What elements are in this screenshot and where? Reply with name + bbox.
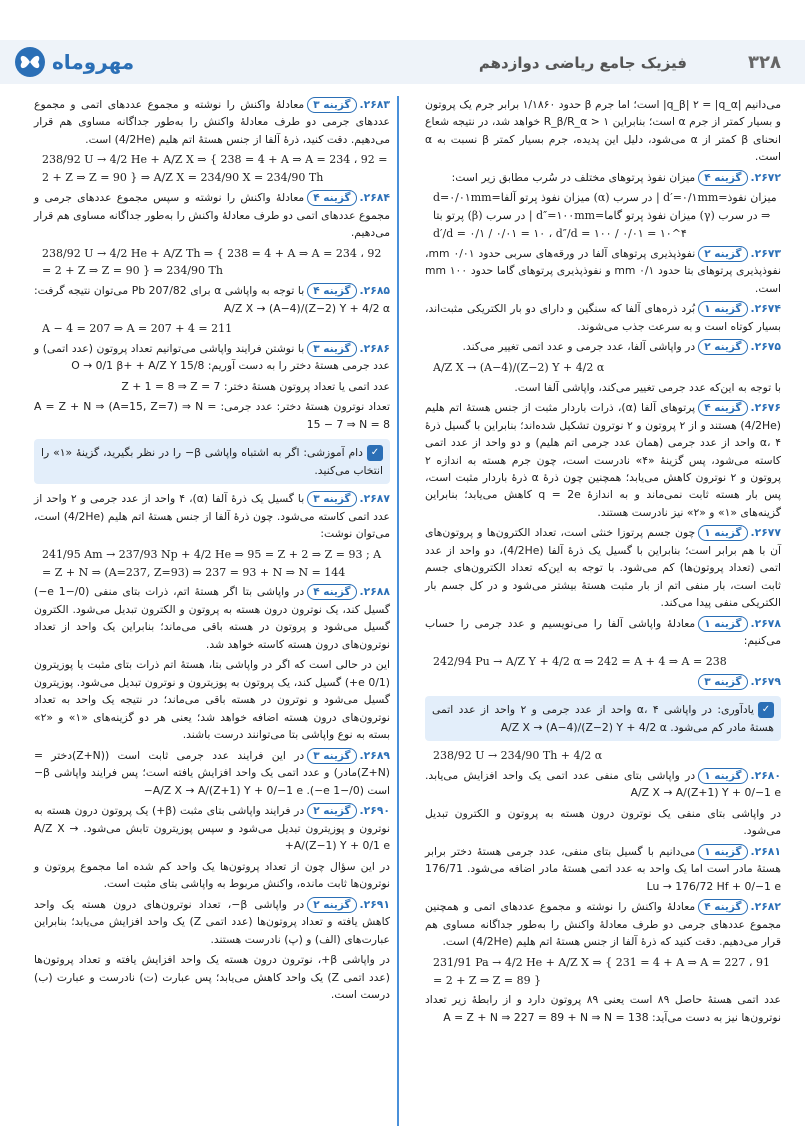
answer-option-badge: گزینه ۴ <box>307 283 356 299</box>
solution-paragraph <box>425 843 781 895</box>
left-column <box>34 96 390 1007</box>
equation <box>34 245 390 281</box>
solution-paragraph <box>425 300 781 335</box>
paragraph-text: در واپاشی بتا اگر هستهٔ اتم، ذرات بتای منفی (0/−1 e−) گسیل کند، یک نوترون درون هسته به پروتون و الکترون تبدیل می‌شود. الکترون گسیل می‌شود و پروتون در هسته باقی می‌ماند؛ بنابراین یک واحد از تعداد نوترون‌های درون هسته کاسته خواهد شد. <box>34 585 390 651</box>
note-icon: ✓ <box>758 702 774 718</box>
problem-number: ۲۶۸۱. <box>750 844 781 858</box>
paragraph-text: با توجه به واپاشی α برای 207/82 Pb می‌توان نتیجه گرفت: A/Z X → (A−4)/(Z−2) Y + 4/2 α <box>34 284 390 315</box>
paragraph-text: معادلهٔ واپاشی آلفا را می‌نویسیم و عدد جرمی را حساب می‌کنیم: <box>425 616 781 648</box>
paragraph-text: این در حالی است که اگر در واپاشی بتا، هستهٔ اتم ذرات بتای مثبت یا پوزیترون (0/1 e+) گسیل کند، یک پروتون به پوزیترون و نوترون تبدیل می‌شود. پوزیترون گسیل می‌شود و نوترون در هسته باقی می‌ماند؛ در نتیجه یک واحد به تعداد نوترون‌های درون هسته اضافه خواهد شد؛ یعنی هر دو گزینه‌های «۱» و «۲» بسته به نوع واپاشی بتا می‌توانند درست باشند. <box>34 658 391 742</box>
paragraph-text: در واپاشی بتای منفی عدد اتمی یک واحد افزایش می‌یابد. A/Z X → A/(Z+1) Y + 0/−1 e <box>425 768 781 800</box>
paragraph-text: d=۰/۰۱mm=میزان نفوذ پرتو آلفا (α) در سرب | d′=۰/۱mm=میزان نفوذ پرتو بتا (β) در سرب | d″=۱۰۰mm=میزان نفوذ پرتو گاما (γ) در سرب ⇒ d′/d = ۰/۱ / ۰/۰۱ = ۱۰ ، d″/d = ۱۰۰ / ۰/۰۱ = ۱۰^۴ <box>433 191 777 241</box>
paragraph-text: در واپاشی β−، تعداد نوترون‌های درون هسته یک واحد کاهش یافته و تعداد پروتون‌ها (عدد اتمی Z) یک واحد افزایش می‌یابد؛ بنابراین عبارت‌های (الف) و (پ) نادرست هستند. <box>34 897 390 946</box>
equation <box>425 189 781 242</box>
solution-paragraph <box>34 398 390 433</box>
paragraph-text: با نوشتن فرایند واپاشی می‌توانیم تعداد پروتون (عدد اتمی) و عدد جرمی هستهٔ دختر را به دست آوریم: 15/8 O → 0/1 β+ + A/Z Y <box>34 341 390 373</box>
solution-paragraph <box>425 767 781 802</box>
answer-option-badge: گزینه ۴ <box>698 400 747 416</box>
solution-paragraph <box>34 747 390 799</box>
paragraph-text: با توجه به این‌که عدد جرمی تغییر می‌کند، واپاشی آلفا است. <box>514 380 781 394</box>
book-title: فیزیک جامع ریاضی دوازدهم <box>478 54 687 72</box>
problem-number: ۲۶۸۸. <box>359 585 390 599</box>
paragraph-text: معادلهٔ واکنش را نوشته و مجموع عددهای اتمی و مجموع عددهای جرمی دو طرف معادلهٔ واکنش را به‌طور جداگانه مساوی هم قرار می‌دهیم. دقت کنید، ذرهٔ آلفا از جنس هستهٔ اتم هلیم (4/2He) است. <box>34 98 390 146</box>
paragraph-text: پرتوهای آلفا (α)، ذرات باردار مثبت از جنس هستهٔ اتم هلیم (4/2He) هستند و از ۲ پروتون و ۲ نوترون تشکیل شده‌اند؛ بنابراین با گسیل ذرهٔ α، ۴ واحد از عدد جرمی (همان عدد جرمی اتم هلیم) و دو واحد از عدد اتمی کاسته می‌شود، پس گزینهٔ «۴» نادرست است، چون جرم هسته به اندازه ۲ پروتون و ۲ نوترون کاهش می‌یابد؛ همچنین چون ذرهٔ α ذرهٔ باردار مثبت است، پس بار هسته ثابت نمی‌ماند و به اندازهٔ q = 2e کاهش می‌یابد؛ بنابراین گزینه‌های «۱» و «۲» نیز نادرست هستند. <box>425 401 781 519</box>
solution-paragraph <box>34 656 390 743</box>
solution-paragraph <box>34 951 390 1003</box>
solution-paragraph <box>425 96 781 166</box>
answer-option-badge: گزینه ۱ <box>698 525 747 541</box>
answer-option-badge: گزینه ۴ <box>307 190 356 206</box>
problem-number: ۲۶۸۶. <box>359 341 390 355</box>
problem-number: ۲۶۸۳. <box>359 98 390 111</box>
solution-paragraph <box>34 340 390 375</box>
answer-option-badge: گزینه ۴ <box>698 899 747 915</box>
answer-option-badge: گزینه ۱ <box>698 301 747 317</box>
column-divider <box>397 96 399 1126</box>
problem-number: ۲۶۷۷. <box>750 526 781 540</box>
answer-option-badge: گزینه ۳ <box>307 491 356 507</box>
solution-paragraph <box>34 282 390 317</box>
paragraph-text: 242/94 Pu → A/Z Y + 4/2 α ⇒ 242 = A + 4 ⇒ A = 238 <box>433 654 727 668</box>
equation <box>425 954 781 990</box>
answer-option-badge: گزینه ۲ <box>698 246 747 262</box>
solution-paragraph <box>425 991 781 1026</box>
paragraph-text: نفوذپذیری پرتوهای آلفا در ورقه‌های سربی حدود ۰/۰۱ mm، نفوذپذیری پرتوهای بتا حدود ۰/۱ mm و نفوذپذیری پرتوهای گاما حدود ۱۰۰ mm است. <box>425 246 781 295</box>
logo-text: مهروماه <box>52 50 135 74</box>
problem-number: ۲۶۸۴. <box>359 191 390 205</box>
note-box <box>425 696 781 741</box>
solution-paragraph <box>34 896 390 948</box>
problem-number: ۲۶۷۸. <box>750 616 781 630</box>
answer-option-badge: گزینه ۳ <box>698 674 747 690</box>
paragraph-text: عدد اتمی یا تعداد پروتون هستهٔ دختر: Z + 1 = 8 ⇒ Z = 7 <box>121 379 390 393</box>
solution-paragraph <box>425 805 781 840</box>
solution-paragraph <box>425 338 781 355</box>
problem-number: ۲۶۹۰. <box>359 804 391 818</box>
paragraph-text: A − 4 = 207 ⇒ A = 207 + 4 = 211 <box>42 322 233 336</box>
solution-paragraph <box>425 524 781 611</box>
answer-option-badge: گزینه ۲ <box>307 897 356 913</box>
problem-number: ۲۶۷۶. <box>750 401 781 415</box>
problem-number: ۲۶۷۳. <box>750 246 782 260</box>
paragraph-text: در واپاشی آلفا، عدد جرمی و عدد اتمی تغییر می‌کند. <box>462 340 696 354</box>
paragraph-text: 238/92 U → 4/2 He + A/Z Th ⇒ { 238 = 4 + A ⇒ A = 234 ، 92 = 2 + Z ⇒ Z = 90 } ⇒ 234/90 Th <box>42 246 382 278</box>
answer-option-badge: گزینه ۱ <box>698 768 747 784</box>
publisher-logo <box>14 46 134 78</box>
answer-option-badge: گزینه ۳ <box>307 97 356 113</box>
solution-paragraph <box>425 379 781 396</box>
paragraph-text: 231/91 Pa → 4/2 He + A/Z X ⇒ { 231 = 4 + A ⇒ A = 227 ، 91 = 2 + Z ⇒ Z = 89 } <box>433 955 770 987</box>
problem-number: ۲۶۷۲. <box>750 170 781 184</box>
answer-option-badge: گزینه ۴ <box>307 584 356 600</box>
paragraph-text: در واپاشی β+، نوترون درون هسته یک واحد افزایش یافته و تعداد پروتون‌ها (عدد اتمی Z) یک واحد کاهش می‌یابد؛ پس عبارت (ت) نادرست و عبارت (ب) درست است. <box>34 953 390 1002</box>
solution-paragraph <box>425 673 781 690</box>
problem-number: ۲۶۷۹. <box>750 674 781 688</box>
problem-number: ۲۶۷۴. <box>750 302 781 316</box>
paragraph-text: در فرایند واپاشی بتای مثبت (β+) یک پروتون درون هسته به نوترون و پوزیترون تبدیل می‌شود و سپس پوزیترون تابش می‌شود. A/Z X → A/(Z−1) Y + 0/1 e+ <box>34 804 390 853</box>
equation <box>34 320 390 338</box>
paragraph-text: در این سؤال چون از تعداد پروتون‌ها یک واحد کم شده اما مجموع پروتون و نوترون‌ها ثابت مانده، واکنش مربوط به واپاشی بتای مثبت است. <box>34 859 390 891</box>
answer-option-badge: گزینه ۳ <box>307 748 356 764</box>
paragraph-text: در واپاشی بتای منفی یک نوترون درون هسته به پروتون و الکترون تبدیل می‌شود. <box>425 806 781 838</box>
problem-number: ۲۶۸۷. <box>359 492 390 506</box>
solution-paragraph <box>34 96 390 148</box>
paragraph-text: چون جسم پرتوزا خنثی است، تعداد الکترون‌ها و پروتون‌های آن با هم برابر است؛ بنابراین با گسیل یک ذرهٔ آلفا (4/2He)، دو واحد از عدد اتمی (تعداد پروتون‌ها) کم می‌شود. با توجه به این‌که تعداد الکترون‌های جسم ثابت است، بار منفی اتم از بار مثبت هستهٔ بیشتر می‌شود و در کل جسم بار الکتریکی منفی پیدا می‌کند. <box>425 526 782 610</box>
problem-number: ۲۶۸۵. <box>359 284 391 298</box>
paragraph-text: 238/92 U → 234/90 Th + 4/2 α <box>433 749 603 763</box>
equation <box>425 747 781 765</box>
butterfly-icon <box>14 46 46 78</box>
problem-number: ۲۶۸۲. <box>750 900 781 914</box>
answer-option-badge: گزینه ۲ <box>698 339 747 355</box>
solution-paragraph <box>425 898 781 950</box>
solution-paragraph <box>425 169 781 186</box>
equation <box>34 151 390 187</box>
right-column <box>425 96 781 1029</box>
solution-paragraph <box>34 858 390 893</box>
answer-option-badge: گزینه ۴ <box>698 170 747 186</box>
paragraph-text: یادآوری: در واپاشی α، ۴ واحد از عدد جرمی و ۲ واحد از عدد اتمی هستهٔ مادر کم می‌شود. A/Z X → (A−4)/(Z−2) Y + 4/2 α <box>432 703 774 734</box>
solution-paragraph <box>34 802 390 854</box>
problem-number: ۲۶۹۱. <box>359 897 390 911</box>
paragraph-text: در این فرایند عدد جرمی ثابت است ((Z+N)دختر = (Z+N)مادر) و عدد اتمی یک واحد افزایش یافته است؛ پس فرایند واپاشی β− است (0/−1 e−). A/Z X → A/(Z+1) Y + 0/−1 e− <box>34 748 390 797</box>
paragraph-text: می‌دانیم با گسیل بتای منفی، عدد جرمی هستهٔ دختر برابر هستهٔ مادر است اما یک واحد به عدد اتمی هستهٔ مادر اضافه می‌شود. 176/71 Lu → 176/72 Hf + 0/−1 e <box>425 844 781 893</box>
equation <box>425 653 781 671</box>
solution-paragraph <box>34 490 390 542</box>
paragraph-text: 241/95 Am → 237/93 Np + 4/2 He ⇒ 95 = Z + 2 ⇒ Z = 93 ; A = Z + N ⇒ (A=237, Z=93) ⇒ 237 = 93 + N ⇒ N = 144 <box>42 547 382 579</box>
paragraph-text: دام آموزشی: اگر به اشتباه واپاشی β− را در نظر بگیرید، گزینهٔ «۱» را انتخاب می‌کنید. <box>41 446 383 477</box>
solution-paragraph <box>34 378 390 395</box>
paragraph-text: تعداد نوترون هستهٔ دختر: عدد جرمی: A = Z + N ⇒ (A=15, Z=7) ⇒ N = 15 − 7 ⇒ N = 8 <box>34 400 390 431</box>
answer-option-badge: گزینه ۱ <box>698 616 747 632</box>
solution-paragraph <box>34 189 390 241</box>
solution-paragraph <box>425 615 781 650</box>
paragraph-text: معادلهٔ واکنش را نوشته و سپس مجموع عددهای جرمی و مجموع عددهای اتمی دو طرف معادلهٔ واکنش را به‌طور جداگانه مساوی هم قرار می‌دهیم. <box>34 191 390 240</box>
problem-number: ۲۶۷۵. <box>750 340 781 354</box>
solution-paragraph <box>34 583 390 653</box>
equation <box>34 546 390 582</box>
answer-option-badge: گزینه ۳ <box>307 341 356 357</box>
paragraph-text: با گسیل یک ذرهٔ آلفا (α)، ۴ واحد از عدد جرمی و ۲ واحد از عدد اتمی کاسته می‌شود. چون ذرهٔ آلفا از جنس هستهٔ اتم هلیم (4/2He) است، می‌توان نوشت: <box>34 492 390 541</box>
note-box <box>34 439 390 484</box>
paragraph-text: بُرد ذره‌های آلفا که سنگین و دارای دو بار الکتریکی مثبت‌اند، بسیار کوتاه است و به سرعت جذب می‌شوند. <box>425 302 781 333</box>
paragraph-text: معادلهٔ واکنش را نوشته و مجموع عددهای اتمی و همچنین مجموع عددهای جرمی دو طرف معادلهٔ واکنش را به‌طور جداگانه مساوی هم قرار می‌دهیم. دقت کنید که ذرهٔ آلفا از جنس هستهٔ اتم هلیم (4/2He) است. <box>425 900 781 949</box>
paragraph-text: 238/92 U → 4/2 He + A/Z X ⇒ { 238 = 4 + A ⇒ A = 234 ، 92 = 2 + Z ⇒ Z = 90 } ⇒ A/Z X = 234/90 X = 234/90 Th <box>42 153 388 185</box>
solution-paragraph <box>425 245 781 297</box>
paragraph-text: میزان نفوذ پرتوهای مختلف در سُرب مطابق زیر است: <box>451 170 696 184</box>
answer-option-badge: گزینه ۲ <box>307 803 356 819</box>
note-icon: ✓ <box>367 445 383 461</box>
page-number: ۳۲۸ <box>748 52 781 73</box>
problem-number: ۲۶۸۹. <box>359 748 391 762</box>
problem-number: ۲۶۸۰. <box>750 768 781 782</box>
answer-option-badge: گزینه ۱ <box>698 844 747 860</box>
paragraph-text: می‌دانیم |q_β| ۲ = |q_α| است؛ اما جرم β حدود ۱/۱۸۶۰ برابر جرم یک پروتون و بسیار کمتر از جرم α است؛ بنابراین R_β/R_α > ۱ خواهد شد، در نتیجه شعاع انحنای β کمتر از α می‌شود، دلیل این پدیده، جرم بسیار کمتر β نسبت به α است. <box>425 98 782 164</box>
equation <box>425 359 781 377</box>
paragraph-text: A/Z X → (A−4)/(Z−2) Y + 4/2 α <box>433 360 605 374</box>
paragraph-text: عدد اتمی هستهٔ حاصل ۸۹ است یعنی ۸۹ پروتون دارد و از رابطهٔ زیر تعداد نوترون‌ها نیز به دست می‌آید: A = Z + N ⇒ 227 = 89 + N ⇒ N = 138 <box>425 993 782 1024</box>
solution-paragraph <box>425 399 781 521</box>
